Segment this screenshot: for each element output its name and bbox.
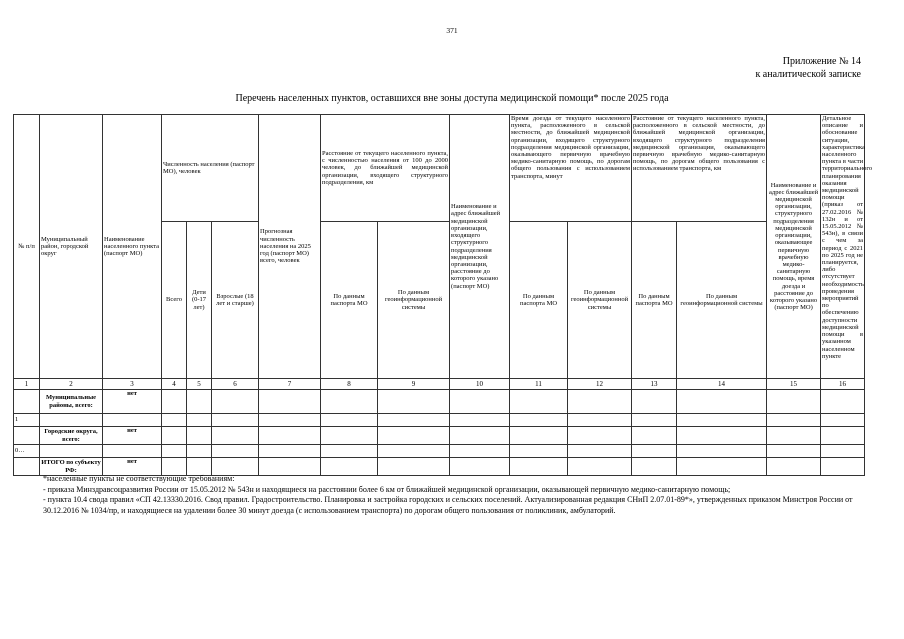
col-num-8: 8 — [321, 379, 378, 390]
header-nearest-org-time: Наименование и адрес ближайшей медицинской организации, структурного подразделения медицинской организации, оказывающее первичную врачебную медико-санитарную помощь, время доезда и расстояние до которого указано (паспорт МО) — [767, 115, 821, 379]
table-row — [14, 458, 865, 476]
header-gis-time: По данным геоинформационной системы — [568, 222, 632, 379]
footnote-order-543n: - приказа Минздравсоцразвития России от 15.05.2012 № 543н и находящиеся на расстоянии более 6 км от ближайшей медицинской организации, оказывающей первичную медико-санитарную помощь; — [43, 484, 731, 494]
col-num-3: 3 — [103, 379, 162, 390]
row-total-label: ИТОГО по субъекту РФ: — [41, 459, 101, 474]
header-population: Численность населения (паспорт МО), человек — [162, 115, 259, 222]
header-gis-distance: По данным геоинформационной системы — [378, 222, 450, 379]
row-total-value: нет — [103, 458, 162, 476]
header-settlement: Наименование населенного пункта (паспорт МО) — [103, 115, 162, 379]
table-row — [14, 414, 865, 427]
settlements-table — [13, 114, 873, 476]
row-city-label: Городские округа, всего: — [40, 427, 103, 445]
row-num-1: 1 — [14, 414, 40, 427]
appendix-line-1: Приложение № 14 — [782, 56, 861, 67]
header-justification: Детальное описание и обоснование ситуации, характеристика населенного пункта в части территориального планирования оказания медицинской помощи (приказ от 27.02.2016 № 132н и от 15.05.2012 № 543н), в связи с чем за период с 2021 по 2025 год не планируется, либо отсутствует необходимость проведения мероприятий по обеспечению доступности медицинской помощи в указанном населенном пункте — [821, 115, 865, 379]
header-travel-time: Время доезда от текущего населенного пункта, расположенного в сельской местности, до ближайшей медицинской организации, входящего структурного подразделения медицинской организации, оказывающего первичную врачебную медико-санитарную помощь, по дорогам общего пользования с использованием транспорта, минут — [510, 115, 632, 222]
col-num-12: 12 — [568, 379, 632, 390]
header-children: Дети (0-17 лет) — [187, 222, 212, 379]
header-num: № п/п — [14, 115, 40, 379]
table-row — [14, 390, 865, 414]
col-num-6: 6 — [212, 379, 259, 390]
row-municipal-label: Муниципальные районы, всего: — [40, 390, 103, 414]
column-number-row — [14, 379, 865, 390]
row-municipal-value: нет — [103, 390, 162, 414]
appendix-label — [755, 55, 861, 81]
col-num-9: 9 — [378, 379, 450, 390]
header-passport-time: По данным паспорта МО — [510, 222, 568, 379]
document-title: Перечень населенных пунктов, оставшихся вне зоны доступа медицинской помощи* после 2025 года — [235, 93, 669, 104]
footnotes — [43, 474, 873, 516]
header-gis-rural: По данным геоинформационной системы — [677, 222, 767, 379]
col-num-10: 10 — [450, 379, 510, 390]
header-distance-100-2000: Расстояние от текущего населенного пункта, с численностью населения от 100 до 2000 человек, до ближайшей медицинской организации, входящего структурного подразделения, км — [321, 115, 450, 222]
row-city-value: нет — [103, 427, 162, 445]
header-passport-distance: По данным паспорта МО — [321, 222, 378, 379]
appendix-line-2: к аналитической записке — [755, 69, 861, 80]
header-forecast: Прогнозная численность населения на 2025 год (паспорт МО) всего, человек — [259, 115, 321, 379]
table-row — [14, 445, 865, 458]
header-nearest-org: Наименование и адрес ближайшей медицинской организации, входящего структурного подразделения медицинской организации, расстояние до которого указано (паспорт МО) — [450, 115, 510, 379]
table-row — [14, 427, 865, 445]
col-num-4: 4 — [162, 379, 187, 390]
page-number: 371 — [446, 26, 458, 35]
header-distance-rural: Расстояние от текущего населенного пункта, расположенного в сельской местности, до ближайшей медицинской организации, входящего структурного подразделения медицинской организации, оказывающего первичную врачебную медико-санитарную помощь, по дорогам общего пользования с использованием транспорта, км — [632, 115, 767, 222]
header-adults: Взрослые (18 лет и старше) — [212, 222, 259, 379]
col-num-2: 2 — [40, 379, 103, 390]
col-num-14: 14 — [677, 379, 767, 390]
col-num-16: 16 — [821, 379, 865, 390]
footnote-sp-42: - пункта 10.4 свода правил «СП 42.13330.2016. Свод правил. Градостроительство. Планировка и застройка городских и сельских поселений. Актуализированная редакция СНиП 2.07.01-89*», утвержденных приказом Минстроя России от 30.12.2016 № 1034/пр, и находящиеся на удалении более 30 минут доезда (с использованием транспорта) по дорогам общего пользования от поликлиник, амбулаторий. — [43, 495, 853, 515]
col-num-13: 13 — [632, 379, 677, 390]
col-num-15: 15 — [767, 379, 821, 390]
header-passport-rural: По данным паспорта МО — [632, 222, 677, 379]
header-total: Всего — [162, 222, 187, 379]
col-num-1: 1 — [14, 379, 40, 390]
col-num-5: 5 — [187, 379, 212, 390]
footnote-intro: *населенные пункты не соответствующие требованиям: — [43, 474, 235, 483]
header-district: Муниципальный район, городской округ — [40, 115, 103, 379]
row-num-etc: 0… — [14, 445, 40, 458]
col-num-7: 7 — [259, 379, 321, 390]
col-num-11: 11 — [510, 379, 568, 390]
